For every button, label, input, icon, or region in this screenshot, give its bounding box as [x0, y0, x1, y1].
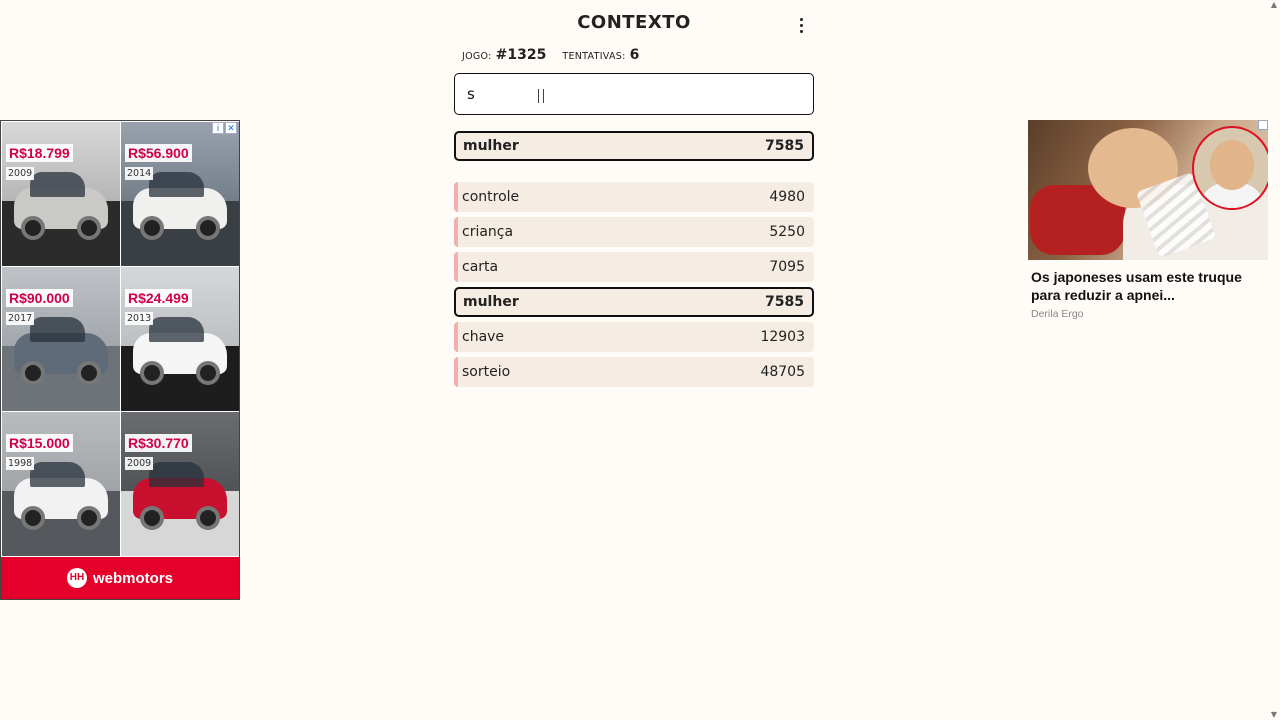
car-year: 2009 — [127, 458, 152, 469]
ad-headline[interactable]: Os japoneses usam este truque para reduzir a apnei... — [1031, 269, 1242, 303]
guess-rank: 4980 — [769, 189, 805, 205]
guess-row-current — [454, 287, 814, 317]
scroll-up-icon[interactable]: ▲ — [1270, 0, 1278, 9]
more-options-button[interactable] — [793, 14, 809, 36]
doctor-portrait — [1192, 126, 1268, 210]
guess-word: criança — [462, 224, 514, 240]
kebab-menu-icon — [800, 18, 803, 21]
car-price: R$30.770 — [125, 434, 192, 452]
guess-row — [454, 357, 814, 387]
car-year: 2014 — [127, 168, 152, 179]
guess-word: controle — [462, 189, 520, 205]
car-listing[interactable] — [121, 412, 239, 556]
attempts-label: TENTATIVAS: — [562, 51, 626, 62]
car-price: R$15.000 — [6, 434, 73, 452]
guess-rank: 48705 — [760, 364, 805, 380]
car-price: R$56.900 — [125, 144, 192, 162]
ad-info-icon[interactable]: i — [212, 122, 224, 134]
kebab-dot — [800, 24, 803, 27]
game-label: JOGO: — [462, 51, 492, 62]
car-price: R$90.000 — [6, 289, 73, 307]
guess-word: mulher — [463, 294, 519, 310]
last-guess-rank: 7585 — [765, 138, 804, 154]
game-info — [462, 47, 639, 63]
car-listing[interactable] — [121, 122, 239, 266]
ad-choices-icon[interactable] — [1258, 120, 1268, 130]
ad-sponsor: Derila Ergo — [1031, 308, 1084, 320]
ad-close-icon[interactable]: ✕ — [225, 122, 237, 134]
car-listing[interactable] — [121, 267, 239, 411]
guess-word: carta — [462, 259, 499, 275]
car-listing[interactable] — [2, 267, 120, 411]
guess-rank: 7095 — [769, 259, 805, 275]
car-year: 2013 — [127, 313, 152, 324]
text-cursor-icon — [538, 89, 544, 103]
guess-rank: 12903 — [760, 329, 805, 345]
car-price: R$24.499 — [125, 289, 192, 307]
car-price: R$18.799 — [6, 144, 73, 162]
brand-name: webmotors — [92, 569, 173, 587]
game-number: #1325 — [495, 47, 547, 63]
car-year: 1998 — [8, 458, 33, 469]
guess-row — [454, 322, 814, 352]
car-ad-banner[interactable] — [0, 120, 240, 600]
guess-word: chave — [462, 329, 505, 345]
sponsored-ad[interactable] — [1028, 120, 1268, 330]
guess-row — [454, 182, 814, 212]
last-guess-row — [454, 131, 814, 161]
car-year: 2017 — [8, 313, 33, 324]
guess-input[interactable] — [454, 73, 814, 115]
guess-word: sorteio — [462, 364, 511, 380]
car-grid — [2, 122, 238, 556]
guess-rank: 7585 — [765, 294, 804, 310]
attempts-count: 6 — [629, 47, 640, 63]
page-title: CONTEXTO — [577, 12, 691, 33]
scroll-down-icon[interactable]: ▼ — [1270, 710, 1278, 719]
guess-row — [454, 217, 814, 247]
car-listing[interactable] — [2, 122, 120, 266]
webmotors-logo-icon: HH — [67, 568, 87, 588]
car-listing[interactable] — [2, 412, 120, 556]
guess-row — [454, 252, 814, 282]
last-guess-word: mulher — [463, 138, 519, 154]
guess-rank: 5250 — [769, 224, 805, 240]
ad-controls — [212, 122, 237, 134]
ad-image — [1028, 120, 1268, 260]
kebab-dot — [800, 30, 803, 33]
car-year: 2009 — [8, 168, 33, 179]
webmotors-logo-link[interactable] — [1, 557, 239, 599]
